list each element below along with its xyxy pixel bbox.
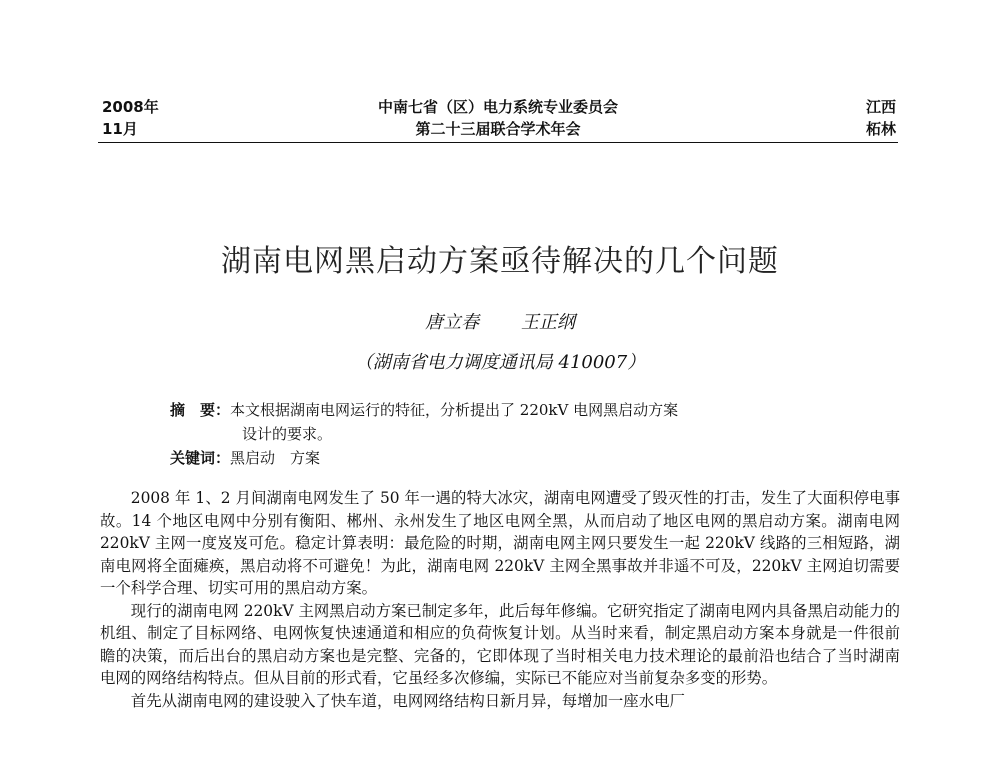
header-town: 柘林: [865, 120, 896, 138]
header-committee: 中南七省（区）电力系统专业委员会: [377, 98, 618, 116]
header-session: 第二十三届联合学术年会: [415, 120, 581, 138]
abstract-text-2: 设计的要求。: [242, 425, 333, 443]
header-month: 11月: [102, 120, 138, 138]
paper-affiliation: （湖南省电力调度通讯局 410007）: [354, 352, 646, 373]
header-province: 江西: [865, 98, 896, 116]
paragraph-2: 现行的湖南电网 220kV 主网黑启动方案已制定多年，此后每年修编。它研究指定了湖南电网内具备黑启动能力的机组、制定了目标网络、电网恢复快速通道和相应的负荷恢复计划。从当时来看，制定黑启动方案本身就是一件很前瞻的决策，而后出台的黑启动方案也是完整、完备的，它即体现了当时相关电力技术理论的最前沿也结合了当时湖南电网的网络结构特点。但从目前的形式看，它虽经多次修编，实际已不能应对当前复杂多变的形势。: [100, 601, 900, 687]
header-year: 2008年: [102, 98, 159, 116]
abstract-text-1: 本文根据湖南电网运行的特征，分析提出了 220kV 电网黑启动方案: [230, 401, 679, 419]
page-header: [98, 96, 898, 146]
keywords: [170, 446, 860, 470]
abstract-label: 摘 要：: [170, 401, 231, 419]
paragraph-1: 2008 年 1、2 月间湖南电网发生了 50 年一遇的特大冰灾，湖南电网遭受了毁灭性的打击，发生了大面积停电事故。14 个地区电网中分别有衡阳、郴州、永州发生了地区电网全黑，从而启动了地区电网的黑启动方案。湖南电网 220kV 主网一度岌岌可危。稳定计算表明：最危险的时期，湖南电网主网只要发生一起 220kV 线路的三相短路，湖南电网将全面瘫痪，黑启动将不可避免！为此，湖南电网 220kV 主网全黑事故并非遥不可及，220kV 主网迫切需要一个科学合理、切实可用的黑启动方案。: [100, 489, 900, 597]
paper-title: 湖南电网黑启动方案亟待解决的几个问题: [221, 244, 779, 279]
keywords-label: 关键词：: [170, 449, 231, 467]
body-text: [100, 487, 900, 712]
header-rule: [98, 142, 898, 143]
header-conference: [98, 96, 898, 140]
keywords-text: 黑启动 方案: [230, 449, 321, 467]
paper-authors: 唐立春 王正纲: [425, 312, 575, 333]
abstract-line-1: [170, 398, 860, 422]
header-location: [866, 96, 896, 140]
paragraph-3: 首先从湖南电网的建设驶入了快车道，电网网络结构日新月异，每增加一座水电厂: [130, 691, 685, 710]
abstract-line-2: [242, 422, 862, 446]
